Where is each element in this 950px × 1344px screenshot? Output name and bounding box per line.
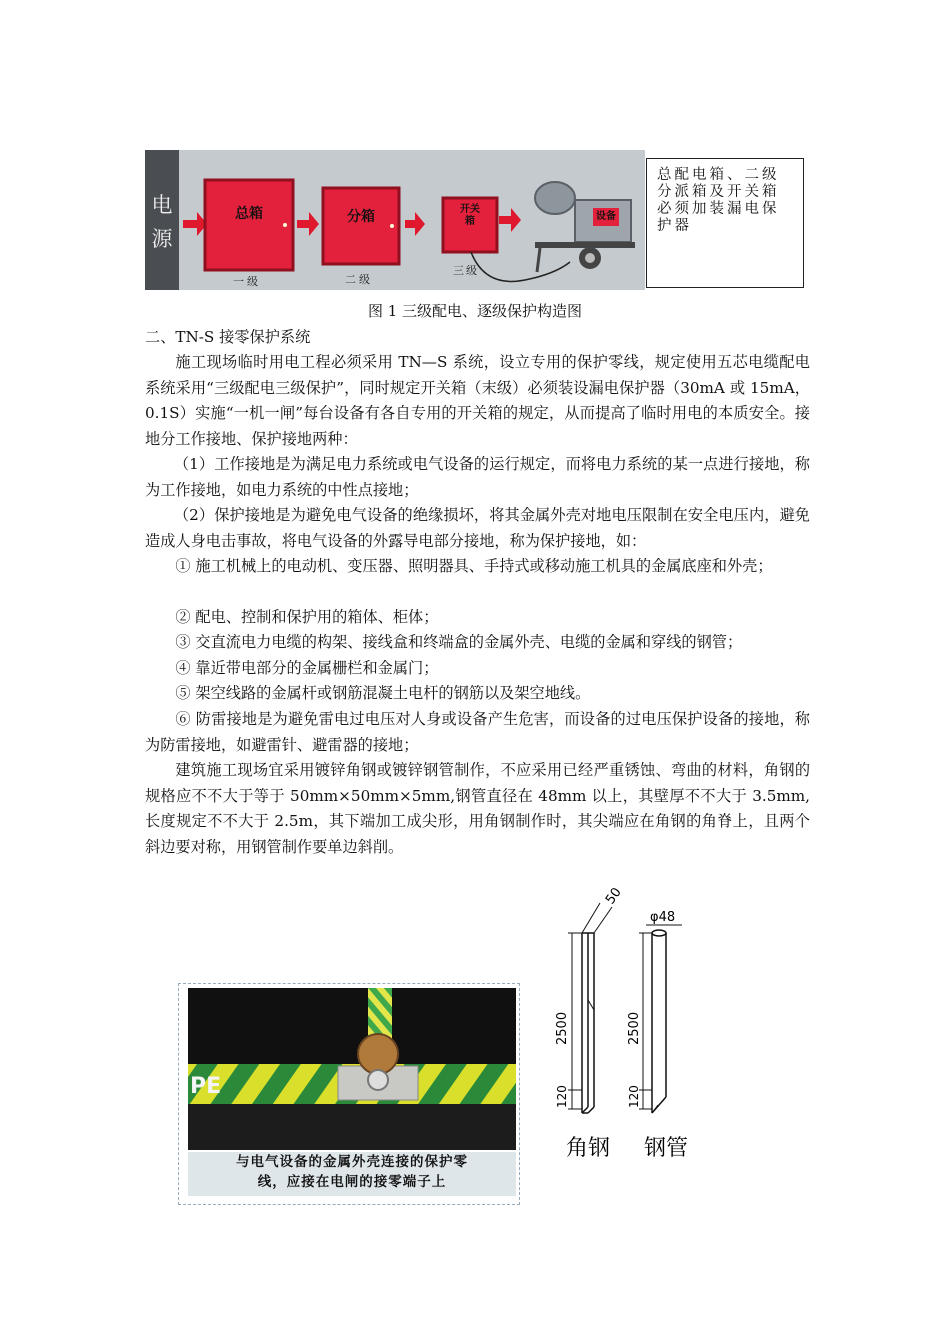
angle-steel-drawing [568,903,612,1113]
list-item: ④ 靠近带电部分的金属栅栏和金属门； [175,659,439,677]
angle-steel-label: 角钢 [566,1136,611,1161]
paragraph: 建筑施工现场宜采用镀锌角钢或镀锌钢管制作，不应采用已经严重锈蚀、弯曲的材料，角钢的规格应不不大于等于 50mm×50mm×5mm,钢管直径在 48mm 以上，其壁厚不不大于 3.5mm,长度规定不不大于 2.5m，其下端加工成尖形，用角钢制作时，其尖端应在角钢的角脊上，且两个斜边要对称，用钢管制作要单边斜削。 [145,761,810,856]
list-item: ② 配电、控制和保护用的箱体、柜体； [175,608,439,626]
dim-pipe-label: φ48 [650,910,676,925]
paragraph: （1）工作接地是为满足电力系统或电气设备的运行规定，而将电力系统的某一点进行接地，称为工作接地，如电力系统的中性点接地； [145,455,810,499]
level1-label: 一级 [233,275,261,288]
figure-note-box: 总配电箱、二级分派箱及开关箱必须加装漏电保护器 [646,158,804,288]
list-item: ⑤ 架空线路的金属杆或钢筋混凝土电杆的钢筋以及架空地线。 [175,684,591,702]
main-box-icon [205,180,293,270]
photo-caption-line2: 线，应接在电闸的接零端子上 [257,1174,447,1190]
steel-pipe-label: 钢管 [644,1136,689,1161]
length-left-label: 2500 [555,1011,570,1045]
grounding-electrode-drawing [548,885,718,1165]
photo-caption [188,1152,516,1196]
tip-left-label: 120 [555,1085,569,1108]
list-item: ⑥ 防雷接地是为避免雷电过电压对人身或设备产生危害，而设备的过电压保护设备的接地，称为防雷接地，如避雷针、避雷器的接地； [145,710,810,754]
distribution-box-icon [323,188,399,264]
length-right-label: 2500 [627,1011,642,1045]
section-title: 二、TN-S 接零保护系统 [145,328,311,346]
pe-connection-photo [188,988,516,1150]
pe-label: PE [190,1074,222,1099]
main-box-label: 总箱 [235,206,263,222]
distribution-box-label: 分箱 [347,209,375,225]
three-level-distribution-figure [145,150,645,290]
power-source-label: 电源 [151,193,173,251]
dim-angle-label: 50 [602,885,625,908]
figure-caption: 图 1 三级配电、逐级保护构造图 [367,302,583,320]
steel-pipe-drawing [639,925,682,1113]
paragraph: （2）保护接地是为避免电气设备的绝缘损坏，将其金属外壳对地电压限制在安全电压内，避免造成人身电击事故，将电气设备的外露导电部分接地，称为保护接地，如： [145,506,810,550]
switch-box-label: 开关箱 [460,204,480,227]
photo-caption-line1: 与电气设备的金属外壳连接的保护零 [236,1154,468,1170]
distribution-diagram [145,150,645,290]
list-item: ① 施工机械上的电动机、变压器、照明器具、手持式或移动施工机具的金属底座和外壳； [175,557,773,575]
level2-label: 二级 [345,273,373,286]
list-item: ③ 交直流电力电缆的构架、接线盒和终端盒的金属外壳、电缆的金属和穿线的钢管； [175,633,743,651]
tip-right-label: 120 [627,1085,641,1108]
level3-label: 三级 [453,264,479,277]
paragraph: 施工现场临时用电工程必须采用 TN—S 系统，设立专用的保护零线，规定使用五芯电缆配电系统采用“三级配电三级保护”，同时规定开关箱（末级）必须装设漏电保护器（30mA 或 15mA，0.1S）实施“一机一闸”每台设备有各自专用的开关箱的规定，从而提高了临时用电的本质安全。接地分工作接地、保护接地两种： [145,353,810,448]
equipment-label: 设备 [596,211,616,222]
